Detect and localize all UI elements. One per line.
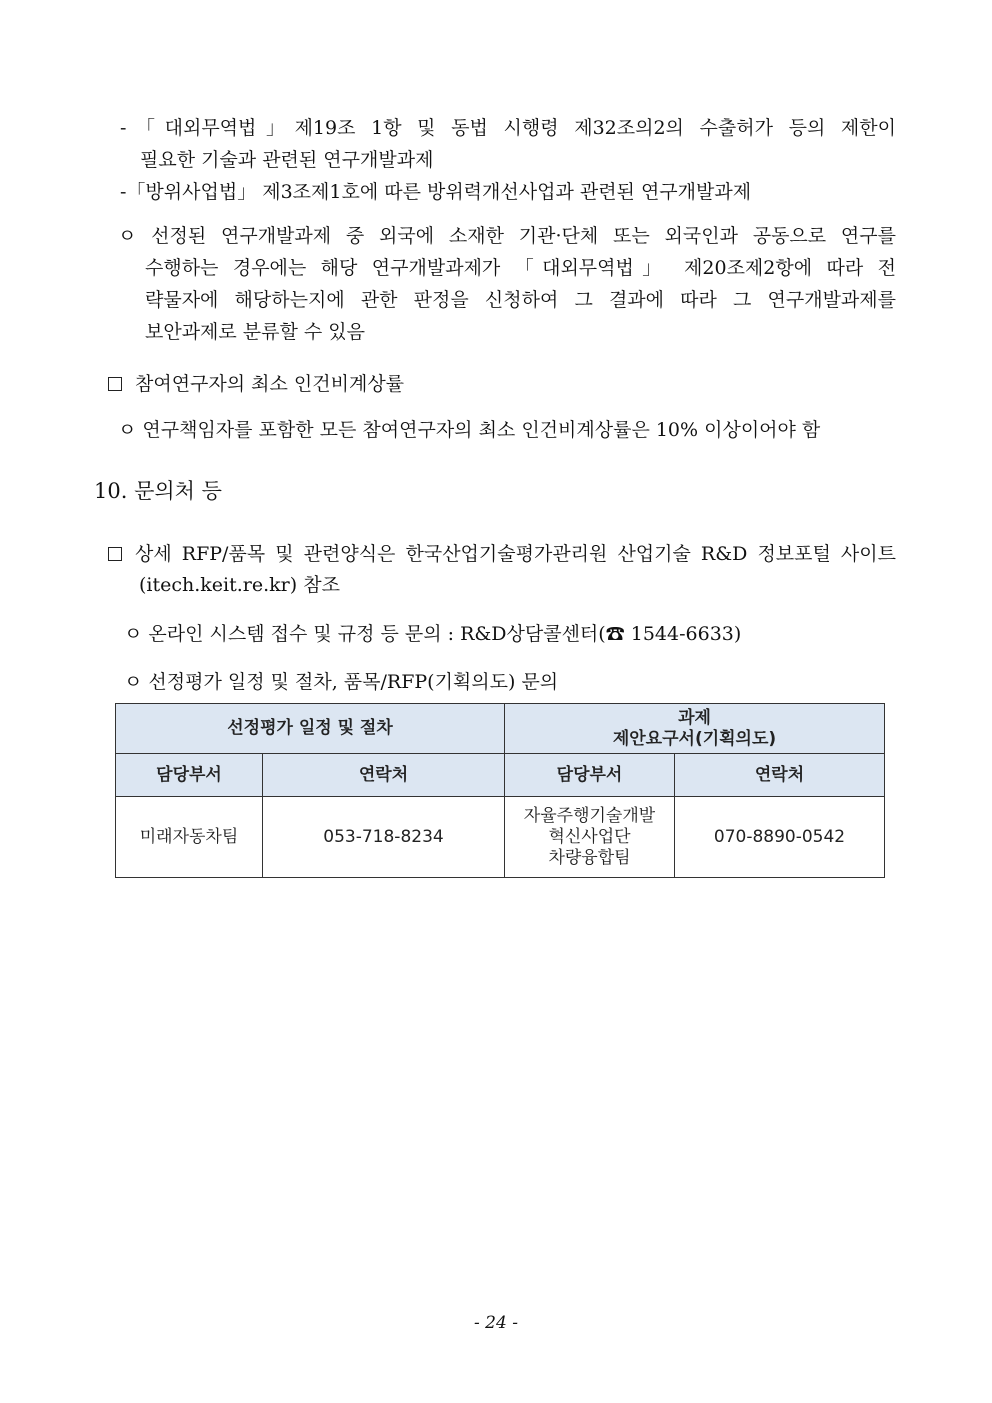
page-number: - 24 - bbox=[474, 1313, 518, 1333]
table-cell-dept-line3: 차량융합팀 bbox=[548, 847, 631, 868]
table-cell-phone: 070-8890-0542 bbox=[675, 797, 885, 878]
checkbox-labor-icon bbox=[108, 377, 122, 391]
table-subheader-contact: 연락처 bbox=[263, 754, 505, 797]
table-cell-dept bbox=[505, 797, 675, 878]
section-heading-contacts: 10. 문의처 등 bbox=[94, 479, 222, 503]
table-header-rfp-line2: 제안요구서(기획의도) bbox=[612, 728, 777, 749]
bullet-foreign-collab-line4: 보안과제로 분류할 수 있음 bbox=[145, 321, 366, 343]
table-row bbox=[116, 797, 885, 878]
table-header-rfp-line1: 과제 bbox=[678, 707, 711, 728]
bullet-foreign-collab-line3: 략물자에 해당하는지에 관한 판정을 신청하여 그 결과에 따라 그 연구개발과제를 bbox=[145, 289, 896, 311]
bullet-labor-rate: ㅇ 연구책임자를 포함한 모든 참여연구자의 최소 인건비계상률은 10% 이상이어야 함 bbox=[118, 419, 821, 441]
table-subheader-dept: 담당부서 bbox=[116, 754, 263, 797]
table-subheader-dept: 담당부서 bbox=[505, 754, 675, 797]
table-cell-phone: 053-718-8234 bbox=[263, 797, 505, 878]
table-cell-dept-line2: 혁신사업단 bbox=[548, 826, 631, 847]
table-subheader-contact: 연락처 bbox=[675, 754, 885, 797]
bullet-foreign-collab-line1: ㅇ 선정된 연구개발과제 중 외국에 소재한 기관·단체 또는 외국인과 공동으로 연구를 bbox=[118, 225, 896, 247]
contact-table bbox=[115, 703, 885, 878]
bullet-online-inquiry: ㅇ 온라인 시스템 접수 및 규정 등 문의 : R&D상담콜센터(☎ 1544-6633) bbox=[124, 623, 742, 645]
section-contact-title-line2: (itech.keit.re.kr) 참조 bbox=[139, 574, 340, 596]
table-header-evaluation: 선정평가 일정 및 절차 bbox=[116, 704, 505, 754]
section-contact-title-line1: 상세 RFP/품목 및 관련양식은 한국산업기술평가관리원 산업기술 R&D 정보포털 사이트 bbox=[135, 543, 896, 565]
bullet-rfp-inquiry: ㅇ 선정평가 일정 및 절차, 품목/RFP(기획의도) 문의 bbox=[124, 671, 559, 693]
table-cell-dept: 미래자동차팀 bbox=[116, 797, 263, 878]
bullet-foreign-collab-line2: 수행하는 경우에는 해당 연구개발과제가 「대외무역법」 제20조제2항에 따라 전 bbox=[145, 257, 896, 279]
dash-item-foreign-trade-line1: -「대외무역법」제19조 1항 및 동법 시행령 제32조의2의 수출허가 등의 제한이 bbox=[120, 117, 896, 139]
dash-item-foreign-trade-line2: 필요한 기술과 관련된 연구개발과제 bbox=[140, 149, 434, 171]
table-cell-dept-line1: 자율주행기술개발 bbox=[523, 805, 656, 826]
section-labor-title: 참여연구자의 최소 인건비계상률 bbox=[135, 373, 405, 395]
dash-item-defense-acquisition: -「방위사업법」 제3조제1호에 따른 방위력개선사업과 관련된 연구개발과제 bbox=[120, 181, 752, 203]
table-header-rfp bbox=[505, 704, 885, 754]
checkbox-contact-icon bbox=[108, 547, 122, 561]
